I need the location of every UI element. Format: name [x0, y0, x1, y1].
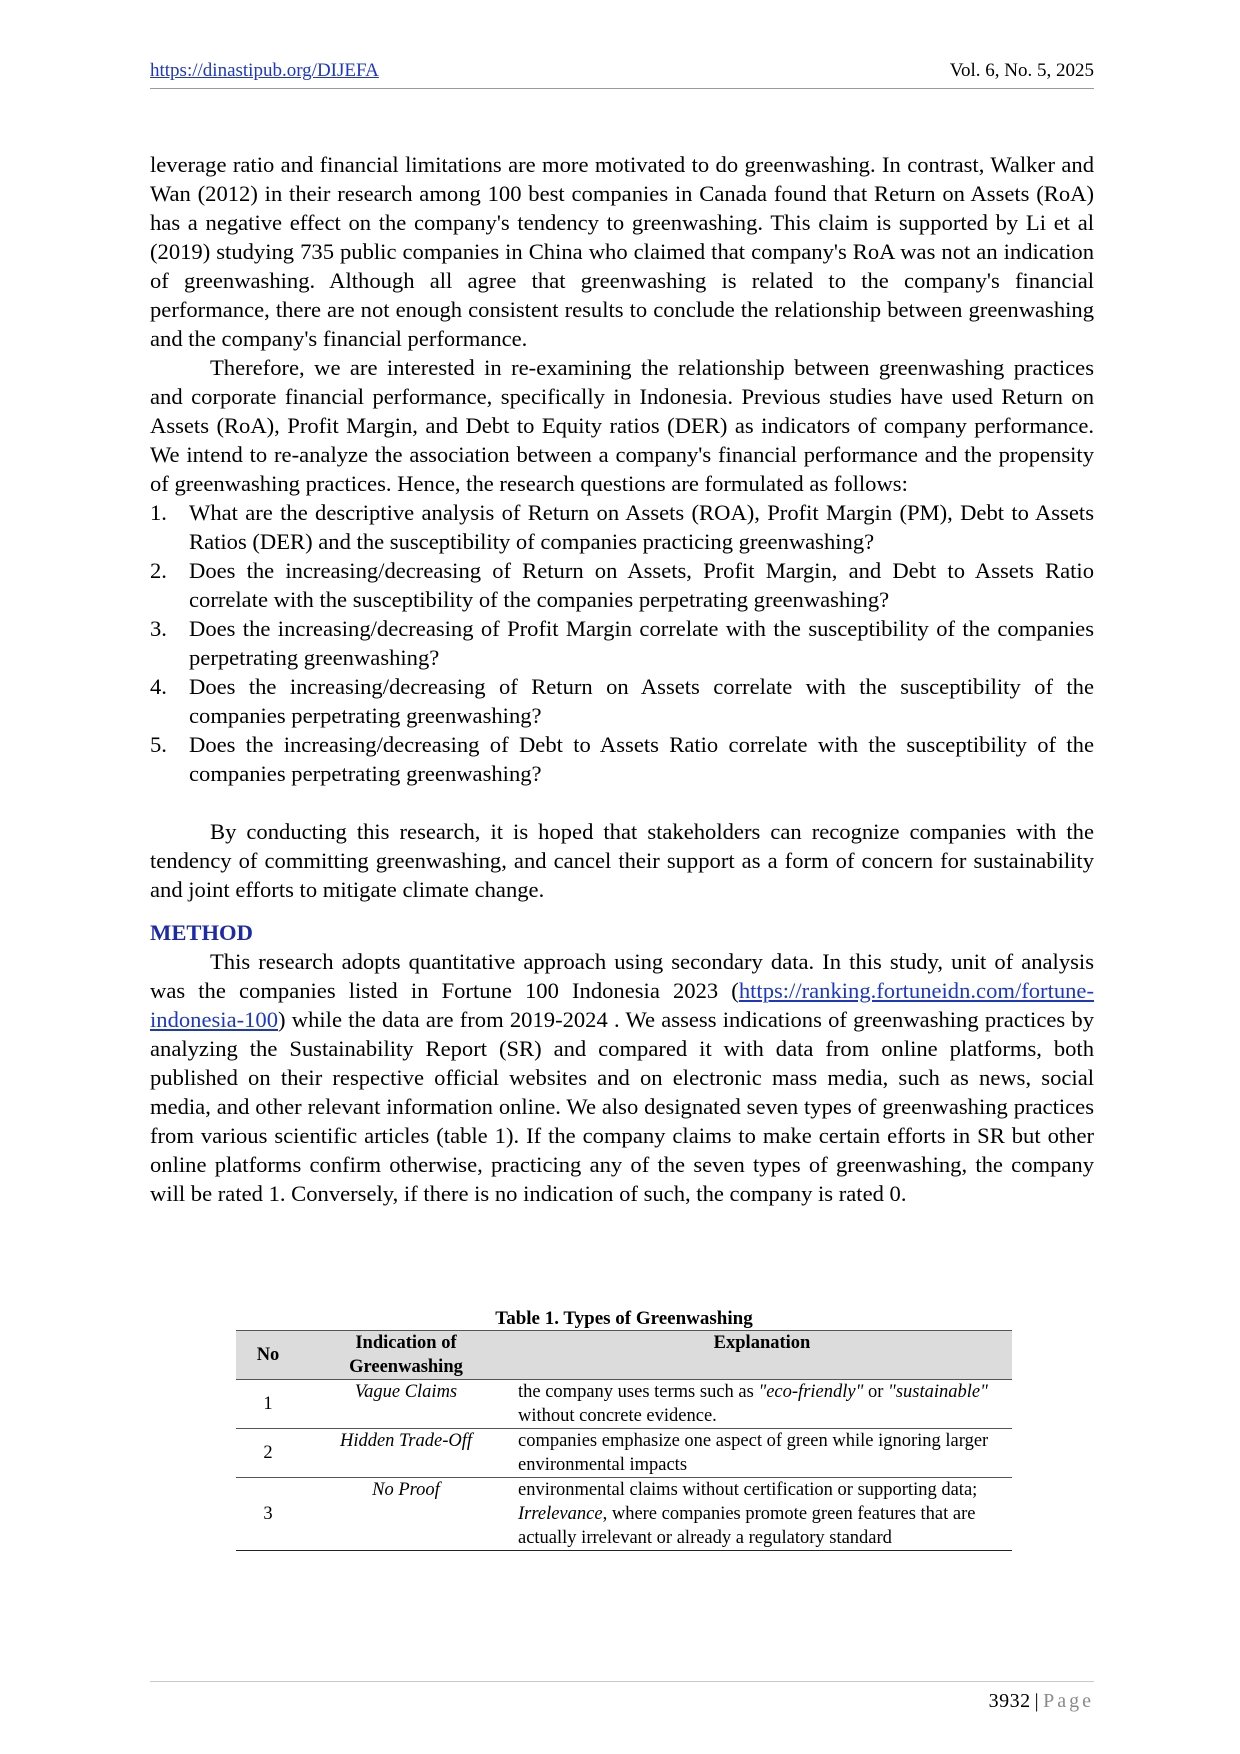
explanation-text: or: [863, 1382, 889, 1402]
running-header: [150, 60, 1094, 86]
list-text: Does the increasing/decreasing of Return on Assets, Profit Margin, and Debt to Assets Ratio correlate with the susceptibility of the companies perpetrating greenwashing?: [189, 558, 1094, 612]
explanation-term: Irrelevance: [518, 1504, 603, 1524]
list-item: [150, 730, 1094, 788]
explanation-text: , where companies promote green features that are actually irrelevant or already a regulatory standard: [518, 1504, 976, 1548]
research-questions-list: [150, 498, 1094, 788]
paragraph-method: [150, 947, 1094, 1208]
column-header-explanation: Explanation: [512, 1331, 1012, 1380]
cell-no: 1: [236, 1380, 300, 1429]
list-number: 5.: [150, 732, 167, 757]
data-table: [236, 1330, 1012, 1551]
column-header-indication: Indication of Greenwashing: [300, 1331, 512, 1380]
volume-info: Vol. 6, No. 5, 2025: [949, 60, 1094, 81]
header-divider: [150, 88, 1094, 89]
footer-divider: [150, 1681, 1094, 1682]
list-text: Does the increasing/decreasing of Debt to Assets Ratio correlate with the susceptibility of the companies perpetrating greenwashing?: [189, 732, 1094, 786]
paragraph-research-aim: Therefore, we are interested in re-examining the relationship between greenwashing practices and corporate financial performance, specifically in Indonesia. Previous studies have used Return on Assets (RoA), Profit Margin, and Debt to Equity ratios (DER) as indicators of company performance. We intend to re-analyze the association between a company's financial performance and the propensity of greenwashing practices. Hence, the research questions are formulated as follows:: [150, 355, 1094, 496]
page-footer: [989, 1690, 1094, 1713]
table-row: [236, 1478, 1012, 1551]
list-text: Does the increasing/decreasing of Profit Margin correlate with the susceptibility of the companies perpetrating greenwashing?: [189, 616, 1094, 670]
table-header-row: [236, 1331, 1012, 1380]
spacer: [150, 788, 1094, 817]
list-number: 4.: [150, 674, 167, 699]
page-number: 3932: [988, 1690, 1031, 1712]
explanation-term: "sustainable": [888, 1382, 988, 1402]
fortune-ranking-link[interactable]: https://ranking.fortuneidn.com/fortune-indonesia-100: [150, 978, 1094, 1032]
column-header-no: No: [236, 1331, 300, 1380]
paragraph-continuation: leverage ratio and financial limitations are more motivated to do greenwashing. In contrast, Walker and Wan (2012) in their research among 100 best companies in Canada found that Return on Assets (RoA) has a negative effect on the company's tendency to greenwashing. This claim is supported by Li et al (2019) studying 735 public companies in China who claimed that company's RoA was not an indication of greenwashing. Although all agree that greenwashing is related to the company's financial performance, there are not enough consistent results to conclude the relationship between greenwashing and the company's financial performance.: [150, 152, 1094, 351]
explanation-text: without concrete evidence.: [518, 1406, 717, 1426]
explanation-term: "eco-friendly": [758, 1382, 864, 1402]
list-item: [150, 498, 1094, 556]
method-text-end: ) while the data are from 2019-2024 . We assess indications of greenwashing practices by analyzing the Sustainability Report (SR) and compared it with data from online platforms, both published on their respective official websites and on electronic mass media, such as news, social media, and other relevant information online. We also designated seven types of greenwashing practices from various scientific articles (table 1). If the company claims to make certain efforts in SR but other online platforms confirm otherwise, practicing any of the seven types of greenwashing, the company will be rated 1. Conversely, if there is no indication of such, the company is rated 0.: [150, 1007, 1094, 1206]
cell-no: 2: [236, 1429, 300, 1478]
explanation-text: the company uses terms such as: [518, 1382, 759, 1402]
table-caption: Table 1. Types of Greenwashing: [495, 1308, 753, 1329]
cell-indication: No Proof: [300, 1478, 512, 1551]
cell-explanation: [512, 1478, 1012, 1551]
table-greenwashing-types: [236, 1308, 1012, 1551]
cell-no: 3: [236, 1478, 300, 1551]
table-row: [236, 1429, 1012, 1478]
list-text: Does the increasing/decreasing of Return on Assets correlate with the susceptibility of the companies perpetrating greenwashing?: [189, 674, 1094, 728]
list-number: 3.: [150, 616, 167, 641]
paragraph-expected-outcome: By conducting this research, it is hoped that stakeholders can recognize companies with the tendency of committing greenwashing, and cancel their support as a form of concern for sustainability and joint efforts to mitigate climate change.: [150, 819, 1094, 902]
section-heading-method: METHOD: [150, 920, 253, 945]
list-item: [150, 672, 1094, 730]
method-text-start: This research adopts quantitative approach using secondary data. In this study, unit of analysis was the companies listed in Fortune 100 Indonesia 2023 (: [150, 949, 1094, 1003]
page-label: Page: [1043, 1690, 1094, 1712]
list-text: What are the descriptive analysis of Return on Assets (ROA), Profit Margin (PM), Debt to Assets Ratios (DER) and the susceptibility of companies practicing greenwashing?: [189, 500, 1094, 554]
list-number: 2.: [150, 558, 167, 583]
list-number: 1.: [150, 500, 167, 525]
cell-explanation: companies emphasize one aspect of green while ignoring larger environmental impacts: [512, 1429, 1012, 1478]
cell-indication: Vague Claims: [300, 1380, 512, 1429]
journal-url-link[interactable]: https://dinastipub.org/DIJEFA: [150, 60, 379, 81]
list-item: [150, 614, 1094, 672]
explanation-text: environmental claims without certification or supporting data;: [518, 1480, 978, 1500]
main-text: [150, 150, 1094, 1208]
table-row: [236, 1380, 1012, 1429]
cell-indication: Hidden Trade-Off: [300, 1429, 512, 1478]
footer-separator: |: [1034, 1690, 1040, 1712]
list-item: [150, 556, 1094, 614]
cell-explanation: [512, 1380, 1012, 1429]
